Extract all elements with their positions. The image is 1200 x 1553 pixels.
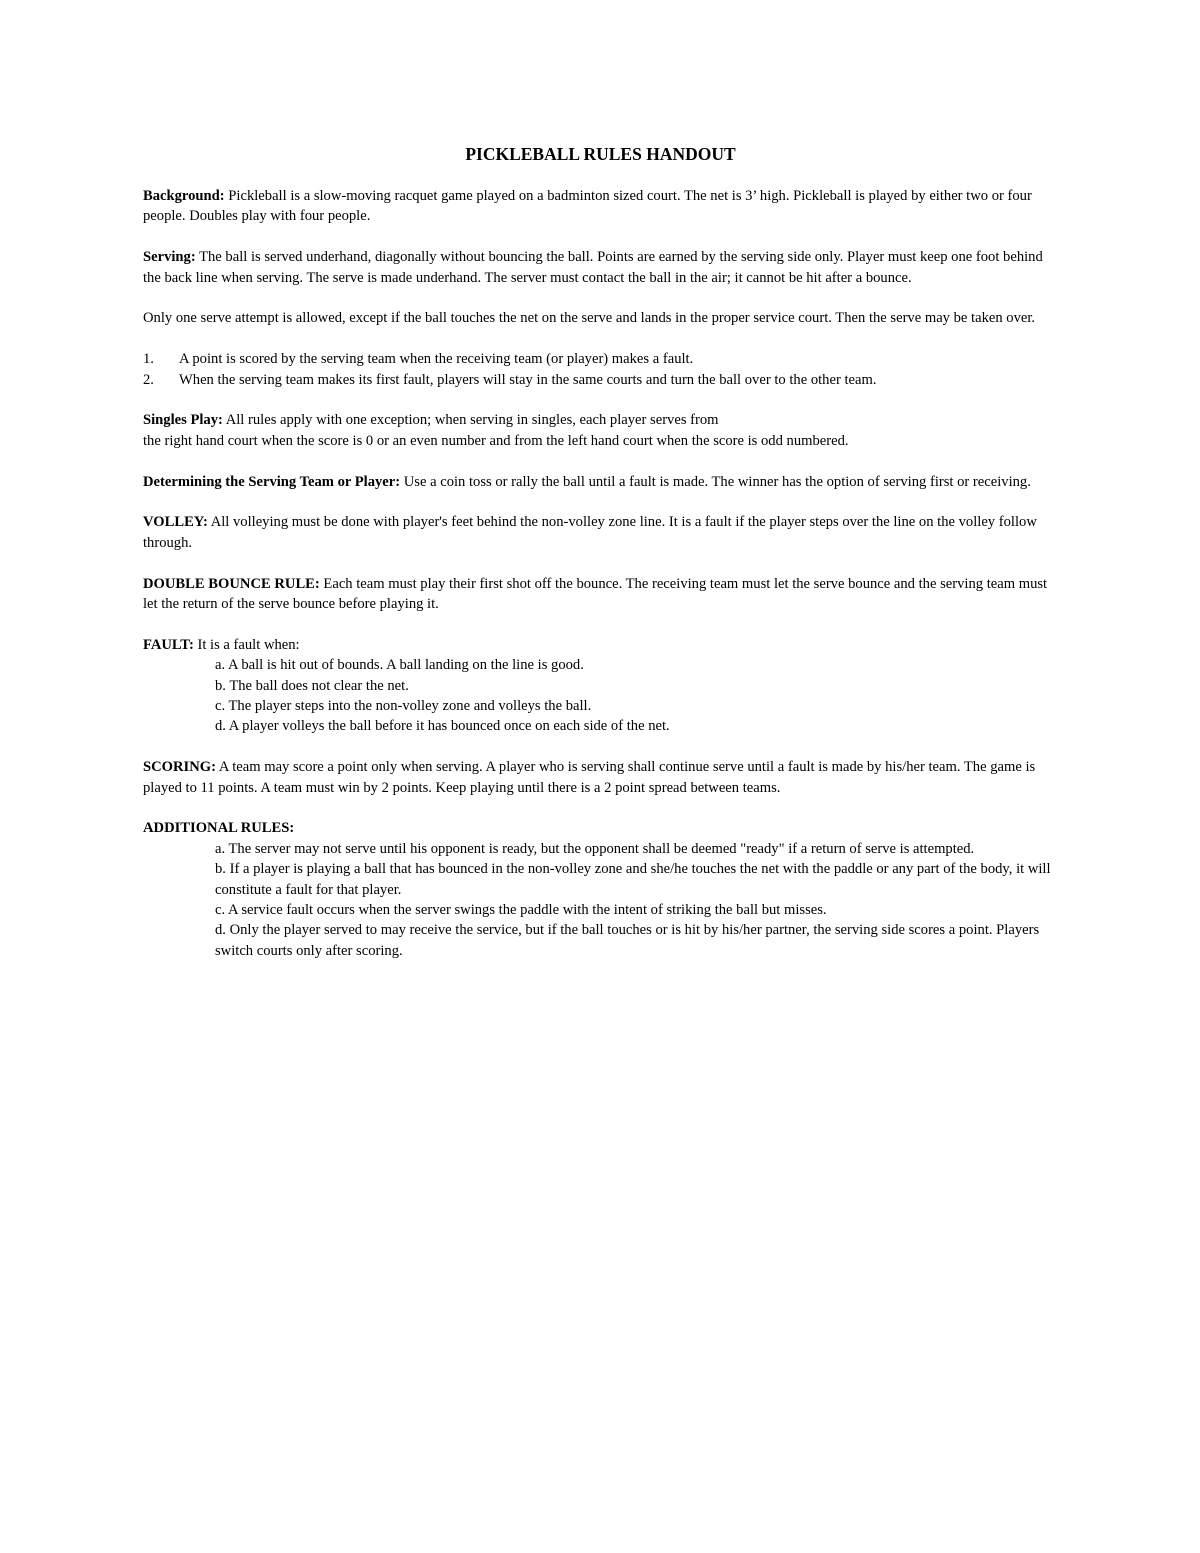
list-item-number: 2.	[143, 371, 154, 388]
page-title: PICKLEBALL RULES HANDOUT	[465, 144, 736, 164]
singles-line-2: the right hand court when the score is 0 or an even number and from the left hand court when the score is odd numbered.	[143, 432, 849, 449]
fault-item: c. The player steps into the non-volley zone and volleys the ball.	[215, 698, 592, 715]
determining-paragraph	[143, 472, 1058, 492]
fault-heading	[143, 635, 1058, 655]
additional-label: ADDITIONAL RULES:	[143, 820, 295, 837]
list-item-number: 1.	[143, 351, 154, 368]
double-bounce-label: DOUBLE BOUNCE RULE:	[143, 575, 320, 592]
additional-list	[143, 839, 1058, 961]
list-item	[143, 370, 1058, 390]
list-item-text: A point is scored by the serving team when the receiving team (or player) makes a fault.	[179, 351, 694, 368]
singles-label: Singles Play:	[143, 412, 223, 429]
fault-label: FAULT:	[143, 636, 194, 653]
singles-paragraph	[143, 410, 1058, 451]
fault-item: d. A player volleys the ball before it has bounced once on each side of the net.	[215, 718, 670, 735]
serve-attempt-paragraph: Only one serve attempt is allowed, except if the ball touches the net on the serve and lands in the proper service court. Then the serve may be taken over.	[143, 310, 1036, 327]
additional-item: d. Only the player served to may receive the service, but if the ball touches or is hit by his/her partner, the serving side scores a point. Players switch courts only after scoring.	[215, 922, 1040, 959]
background-label: Background:	[143, 188, 225, 204]
determining-text: Use a coin toss or rally the ball until a fault is made. The winner has the option of serving first or receiving.	[400, 473, 1031, 490]
serving-text: The ball is served underhand, diagonally without bouncing the ball. Points are earned by the serving side only. Player must keep one foot behind the back line when serving. The serve is made underhand. The server must contact the ball in the air; it cannot be hit after a bounce.	[143, 249, 1043, 286]
fault-item: a. A ball is hit out of bounds. A ball landing on the line is good.	[215, 657, 584, 674]
additional-item: a. The server may not serve until his opponent is ready, but the opponent shall be deemed "ready" if a return of serve is attempted.	[215, 840, 975, 857]
list-item-text: When the serving team makes its first fault, players will stay in the same courts and turn the ball over to the other team.	[179, 371, 877, 388]
singles-line-1: All rules apply with one exception; when serving in singles, each player serves from	[222, 412, 719, 429]
double-bounce-paragraph	[143, 574, 1058, 615]
scoring-label: SCORING:	[143, 759, 216, 776]
background-paragraph	[143, 186, 1058, 227]
serving-label: Serving:	[143, 249, 196, 266]
fault-item: b. The ball does not clear the net.	[215, 677, 409, 694]
serving-paragraph	[143, 247, 1058, 288]
determining-label: Determining the Serving Team or Player:	[143, 473, 401, 490]
document-page	[143, 142, 1058, 982]
additional-heading	[143, 818, 1058, 838]
additional-item: b. If a player is playing a ball that has bounced in the non-volley zone and she/he touches the net with the paddle or any part of the body, it will constitute a fault for that player.	[215, 861, 1051, 898]
volley-paragraph	[143, 512, 1058, 553]
volley-label: VOLLEY:	[143, 514, 208, 531]
background-text: Pickleball is a slow-moving racquet game played on a badminton sized court. The net is 3’ high. Pickleball is played by either two or four people. Doubles play with four people.	[143, 188, 1032, 225]
additional-item: c. A service fault occurs when the server swings the paddle with the intent of striking the ball but misses.	[215, 902, 827, 919]
scoring-text: A team may score a point only when serving. A player who is serving shall continue serve until a fault is made by his/her team. The game is played to 11 points. A team must win by 2 points. Keep playing until there is a 2 point spread between teams.	[143, 759, 1036, 796]
volley-text: All volleying must be done with player's feet behind the non-volley zone line. It is a fault if the player steps over the line on the volley follow through.	[143, 514, 1037, 551]
scoring-paragraph	[143, 757, 1058, 798]
numbered-list	[143, 349, 1058, 390]
fault-list	[143, 655, 1058, 737]
fault-text: It is a fault when:	[193, 636, 300, 653]
double-bounce-text: Each team must play their first shot off the bounce. The receiving team must let the serve bounce and the serving team must let the return of the serve bounce before playing it.	[143, 575, 1048, 613]
list-item	[143, 349, 1058, 369]
